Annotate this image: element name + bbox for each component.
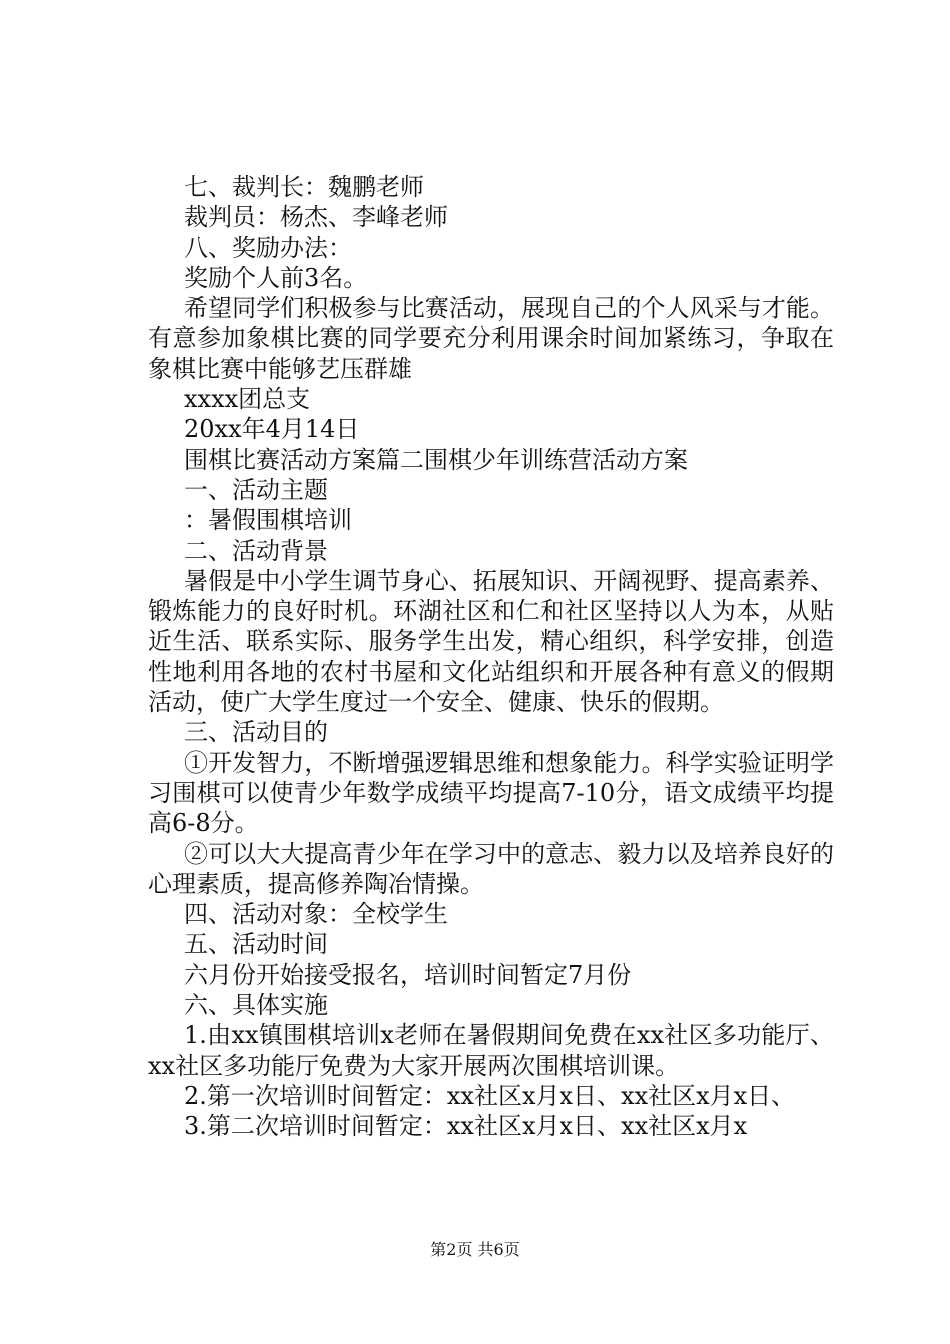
document-body xyxy=(148,172,834,1142)
paragraph: 八、奖励办法： xyxy=(184,233,352,262)
paragraph: ：暑假围棋培训 xyxy=(184,506,352,535)
paragraph: 2.第一次培训时间暂定：xx社区x月x日、xx社区x月x日、 xyxy=(184,1081,796,1110)
paragraph: 二、活动背景 xyxy=(184,536,328,565)
paragraph: 七、裁判长：魏鹏老师 xyxy=(184,173,424,201)
paragraph: 三、活动目的 xyxy=(184,718,328,747)
paragraph: 奖励个人前3名。 xyxy=(184,263,368,292)
paragraph: 暑假是中小学生调节身心、拓展知识、开阔视野、提高素养、锻炼能力的良好时机。环湖社区和仁和社区坚持以人为本，从贴近生活、联系实际、服务学生出发，精心组织，科学安排，创造性地利用各地的农村书屋和文化站组织和开展各种有意义的假期活动，使广大学生度过一个安全、健康、快乐的假期。 xyxy=(148,566,834,717)
paragraph: 四、活动对象：全校学生 xyxy=(184,900,448,929)
paragraph: 五、活动时间 xyxy=(184,930,328,959)
paragraph: 3.第二次培训时间暂定：xx社区x月x日、xx社区x月x xyxy=(184,1112,748,1141)
paragraph: 六月份开始接受报名，培训时间暂定7月份 xyxy=(184,960,632,989)
paragraph: 六、具体实施 xyxy=(184,991,328,1020)
paragraph: 20xx年4月14日 xyxy=(184,415,360,444)
paragraph: xxxx团总支 xyxy=(184,385,311,414)
page-number-footer: 第2页 共6页 xyxy=(430,1240,520,1259)
paragraph: ①开发智力，不断增强逻辑思维和想象能力。科学实验证明学习围棋可以使青少年数学成绩平均提高7-10分，语文成绩平均提高6-8分。 xyxy=(148,748,834,838)
paragraph: 1.由xx镇围棋培训x老师在暑假期间免费在xx社区多功能厅、xx社区多功能厅免费为大家开展两次围棋培训课。 xyxy=(148,1021,834,1080)
paragraph: 希望同学们积极参与比赛活动，展现自己的个人风采与才能。有意参加象棋比赛的同学要充分利用课余时间加紧练习，争取在象棋比赛中能够艺压群雄 xyxy=(148,294,834,383)
paragraph: 裁判员：杨杰、李峰老师 xyxy=(184,203,448,232)
paragraph: 一、活动主题 xyxy=(184,475,328,504)
paragraph: 围棋比赛活动方案篇二围棋少年训练营活动方案 xyxy=(184,445,688,474)
paragraph: ②可以大大提高青少年在学习中的意志、毅力以及培养良好的心理素质，提高修养陶冶情操。 xyxy=(148,839,834,898)
